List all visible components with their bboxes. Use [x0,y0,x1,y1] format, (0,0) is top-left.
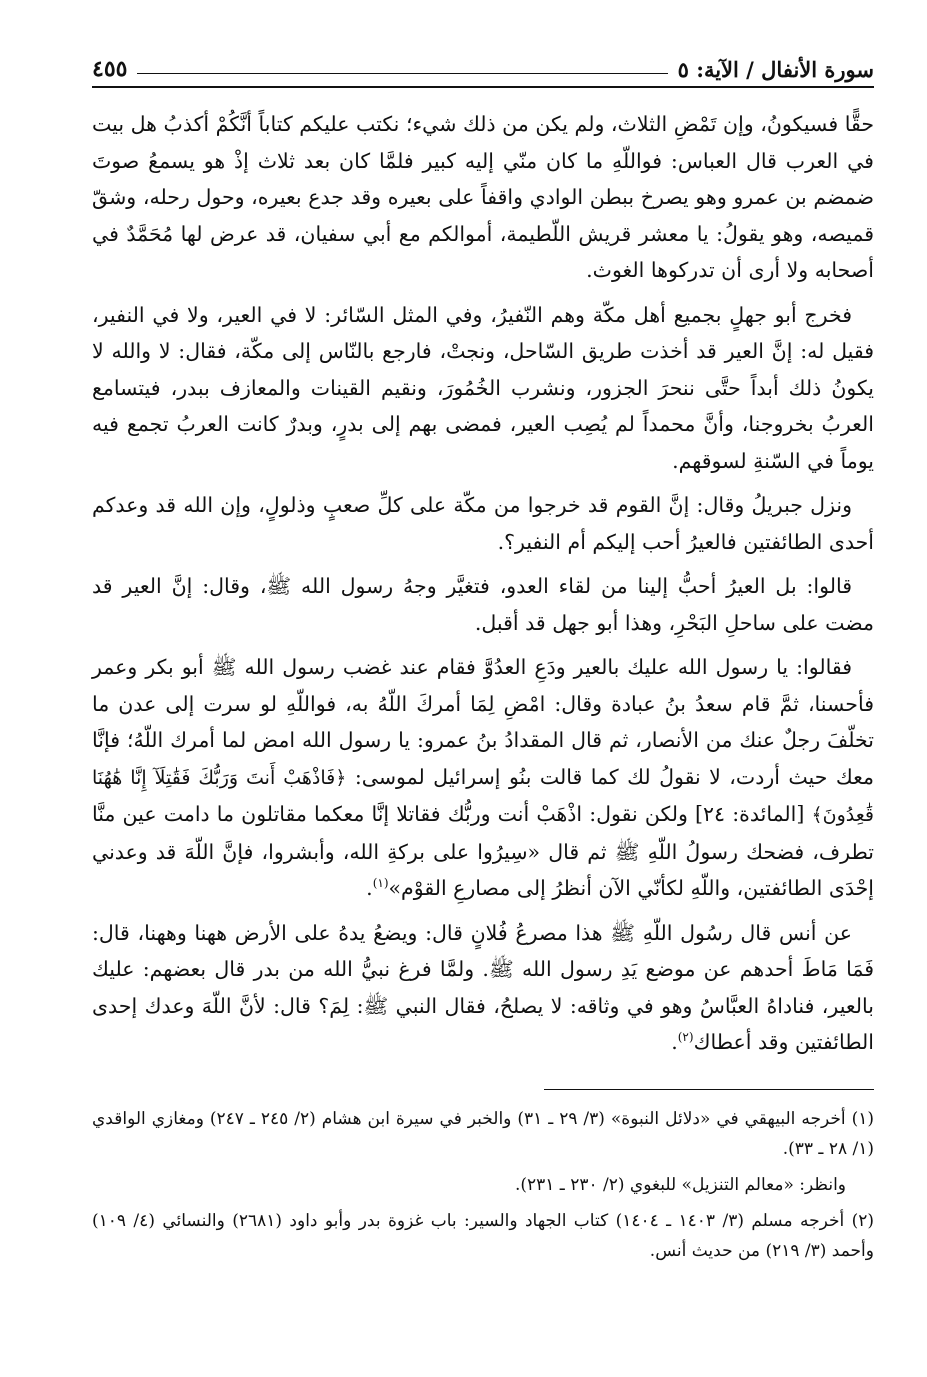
paragraph-5-text-b: [المائدة: ٢٤] ولكن نقول: اذْهَبْ أنت وربُّك فقاتلا إنَّا معكما مقاتلون ما دامت عين منَّا تطرف، فضحك رسولُ اللّهِ ﷺ ثم قال «سِيرُوا على بركةِ الله، وأبشروا، فإنَّ اللّهَ قد وعدني إحْدَى الطائفتين، واللّهِ لكأنّي الآن أنظرُ إلى مصارعِ القوْم» [92,802,874,900]
paragraph-6-text: عن أنس قال رسُول اللّهِ ﷺ هذا مصرعُ فُلانٍ قال: ويضعُ يدهُ على الأرض ههنا وههنا، قال: فَمَا مَاطَ أحدهم عن موضع يَدِ رسول الله ﷺ. ولمَّا فرغ نبيُّ الله من بدر قال بعضهم: عليك بالعير، فناداهُ العبَّاسُ وهو في وثاقه: لا يصلحُ، فقال النبي ﷺ: لِمَ؟ قال: لأنَّ اللّهَ وعدك إحدى الطائفتين وقد أعطاك [92,920,874,1054]
paragraph-6 [92,915,874,1061]
surah-title: سورة الأنفال / الآية: ٥ [677,57,874,82]
footnote-ref-1: (١) [372,876,389,891]
paragraph-5 [92,649,874,907]
paragraph-2: فخرج أبو جهلٍ بجميع أهل مكّة وهم النّفيرُ، وفي المثل السّائر: لا في العير، ولا في النفير، فقيل له: إنَّ العير قد أخذت طريق السّاحل، ونجتْ، فارجع بالنّاس إلى مكّة، فقال: لا والله لا يكونُ ذلك أبداً حتَّى ننحرَ الجزور، ونشرب الخُمُورَ، ونقيم القينات والمعازف ببدر، فيتسامع العربُ بخروجنا، وأنَّ محمداً لم يُصِب العير، فمضى بهم إلى بدرٍ، وبدرٌ كانت العربُ تجمع فيه يوماً في السّنةِ لسوقهم. [92,302,874,473]
footnote-ref-2: (٢) [677,1030,694,1045]
paragraph-3: ونزل جبريلُ وقال: إنَّ القوم قد خرجوا من مكّة على كلِّ صعبٍ وذلولٍ، وإن الله قد وعدكم أحدى الطائفتين فالعيرُ أحب إليكم أم النفير؟. [92,493,874,554]
main-text [92,106,874,1061]
paragraph-4: قالوا: بل العيرُ أحبُّ إلينا من لقاء العدو، فتغيَّر وجهُ رسول الله ﷺ، وقال: إنَّ العير قد مضت على ساحلِ البَحْرِ، وهذا أبو جهل قد أقبل. [92,574,874,635]
footnote-1-extra: وانظر: «معالم التنزيل» للبغوي (٢/ ٢٣٠ ـ ٢٣١). [514,1174,846,1195]
footnotes [92,1104,874,1266]
footnote-separator [544,1089,874,1090]
page-number: ٤٥٥ [92,56,128,82]
header-dash-line [137,73,667,74]
page-header [92,42,874,82]
header-rule [92,86,874,88]
paragraph-5-text-a: فقالوا: يا رسول الله عليك بالعير ودَعِ العدُوَّ فقام عند غضب رسول الله ﷺ أبو بكر وعمر فأحسنا، ثمَّ قام سعدُ بنُ عبادة وقال: امْضِ لِمَا أمركَ اللّهُ به، فواللّهِ لو سرت إلى عدن ما تخلّفَ رجلٌ عنك من الأنصار، ثم قال المقدادُ بنُ عمرو: يا رسول الله امض لما أمرك اللّهُ؛ فإنَّا معك حيث أردت، لا نقولُ لك كما قالت بنُو إسرائيل لموسى: [92,655,874,789]
footnote-2: (٢) أخرجه مسلم (٣/ ١٤٠٣ ـ ١٤٠٤) كتاب الجهاد والسير: باب غزوة بدر وأبو داود (٢٦٨١) والنسائي (٤/ ١٠٩) وأحمد (٣/ ٢١٩) من حديث أنس. [92,1210,874,1261]
paragraph-5-end: . [366,876,373,900]
quran-verse: ﴿فَاذْهَبْ أَنتَ وَرَبُّكَ فَقَٰتِلَآ إِنَّا هَٰهُنَا قَٰعِدُونَ﴾ [92,766,874,826]
paragraph-1: حقًّا فسيكونُ، وإن تَمْضِ الثلاث، ولم يكن من ذلك شيء؛ نكتب عليكم كتاباً أنَّكُمْ أكذبُ هل بيت في العرب قال العباس: فواللّهِ ما كان منّي إليه كبير فلمَّا كان بعد ثلاث إذْ هو يسمعُ صوتَ ضمضم بن عمرو وهو يصرخ ببطن الوادي واقفاً على بعيره وقد جدع بعيره، وحول رحله، وشقّ قميصه، وهو يقولُ: يا معشر قريش اللّطيمة، أموالكم مع أبي سفيان، قد عرض لها مُحَمَّدٌ في أصحابه ولا أرى أن تدركوها الغوث. [92,112,874,282]
paragraph-6-end: . [671,1030,678,1054]
book-page [92,42,874,1272]
footnote-1: (١) أخرجه البيهقي في «دلائل النبوة» (٣/ ٢٩ ـ ٣١) والخبر في سيرة ابن هشام (٢/ ٢٤٥ ـ ٢٤٧) ومغازي الواقدي (١/ ٢٨ ـ ٣٣). [92,1108,874,1159]
